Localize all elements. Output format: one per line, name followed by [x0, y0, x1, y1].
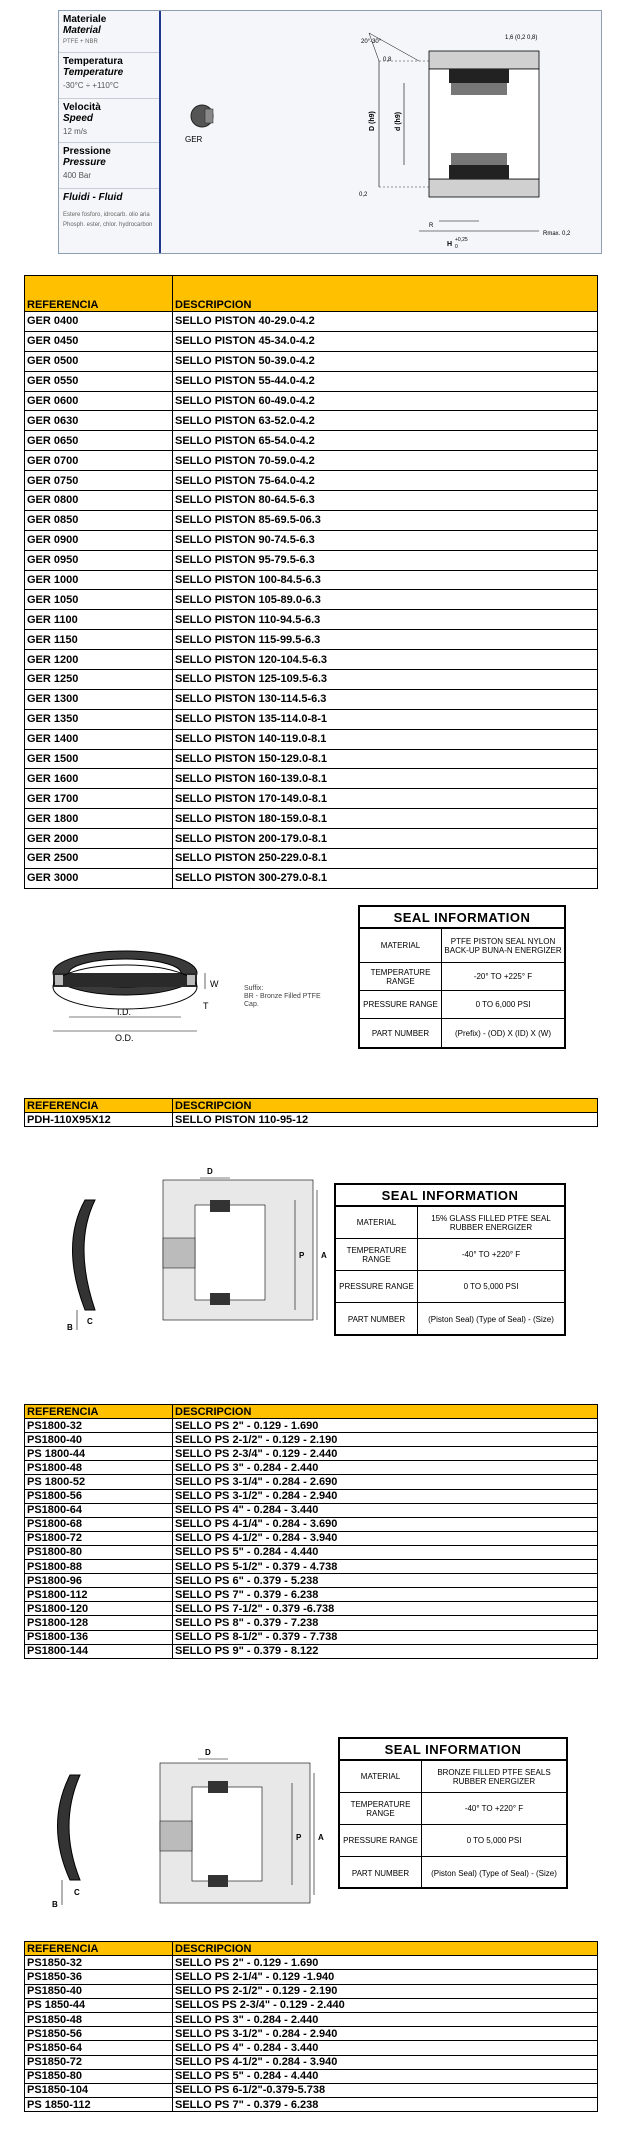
- cell-descripcion: SELLO PISTON 95-79.5-6.3: [173, 550, 598, 570]
- table-row: [25, 510, 598, 530]
- seal2-pressure-key: PRESSURE RANGE: [336, 1271, 418, 1302]
- table-row: [25, 2041, 598, 2055]
- spec-material-value: PTFE + NBR: [63, 39, 98, 45]
- table-row: [25, 670, 598, 690]
- seal3-part-value: (Piston Seal) (Type of Seal) - (Size): [431, 1868, 557, 1878]
- table-row: [25, 829, 598, 849]
- seal2-material-value: 15% GLASS FILLED PTFE SEAL RUBBER ENERGIZER: [431, 1213, 551, 1232]
- cell-descripcion: SELLO PS 6" - 0.379 - 5.238: [173, 1574, 598, 1588]
- cell-descripcion: SELLO PS 7-1/2" - 0.379 -6.738: [173, 1602, 598, 1616]
- spec-column: [59, 11, 161, 253]
- seal1-pressure-key: PRESSURE RANGE: [360, 991, 442, 1018]
- h-label: H: [447, 241, 453, 248]
- table-row: [25, 1475, 598, 1489]
- cell-descripcion: SELLO PS 4-1/2" - 0.284 - 3.940: [173, 1531, 598, 1545]
- table-row: [25, 789, 598, 809]
- seal2-c-label: C: [87, 1317, 93, 1326]
- suffix-text: BR - Bronze Filled PTFE Cap.: [244, 993, 321, 1008]
- cell-descripcion: SELLO PISTON 150-129.0-8.1: [173, 749, 598, 769]
- big-d-label: D (h9): [369, 111, 376, 131]
- cell-referencia: PS1800-32: [25, 1419, 173, 1433]
- cell-descripcion: SELLO PS 2" - 0.129 - 1.690: [173, 1419, 598, 1433]
- spec-speed: [59, 99, 159, 143]
- cell-referencia: GER 0750: [25, 471, 173, 491]
- cell-descripcion: SELLO PS 8" - 0.379 - 7.238: [173, 1616, 598, 1630]
- table-row: [25, 550, 598, 570]
- cell-descripcion: SELLO PS 5-1/2" - 0.379 - 4.738: [173, 1560, 598, 1574]
- seal1-temp-value: -20° TO +225° F: [473, 972, 533, 981]
- spec-speed-label-it: Velocità: [63, 102, 101, 113]
- table-row: [25, 411, 598, 431]
- header-referencia: REFERENCIA: [25, 276, 173, 312]
- cell-referencia: GER 0630: [25, 411, 173, 431]
- cell-referencia: GER 0900: [25, 530, 173, 550]
- spec-fluid-value-it: Estere fosforo, idrocarb. olio aria: [63, 212, 150, 218]
- cell-referencia: GER 0650: [25, 431, 173, 451]
- cell-referencia: GER 1350: [25, 709, 173, 729]
- table-row: [25, 1970, 598, 1984]
- cell-referencia: PS1800-120: [25, 1602, 173, 1616]
- cell-descripcion: SELLO PISTON 300-279.0-8.1: [173, 868, 598, 888]
- cell-descripcion: SELLO PISTON 50-39.0-4.2: [173, 351, 598, 371]
- seal1-row-pressure: [360, 991, 564, 1019]
- cell-descripcion: SELLO PS 4-1/2" - 0.284 - 3.940: [173, 2055, 598, 2069]
- table-pdh-body: [25, 1113, 598, 1127]
- cell-referencia: GER 1150: [25, 630, 173, 650]
- cell-descripcion: SELLO PISTON 80-64.5-6.3: [173, 491, 598, 511]
- cell-descripcion: SELLO PISTON 115-99.5-6.3: [173, 630, 598, 650]
- cell-descripcion: SELLO PISTON 60-49.0-4.2: [173, 391, 598, 411]
- cell-referencia: GER 0800: [25, 491, 173, 511]
- seal-info-3-title: SEAL INFORMATION: [340, 1739, 566, 1761]
- cell-descripcion: SELLO PISTON 200-179.0-8.1: [173, 829, 598, 849]
- spec-temperature-value: -30°C ÷ +110°C: [63, 81, 119, 90]
- cell-descripcion: SELLO PS 4" - 0.284 - 3.440: [173, 1503, 598, 1517]
- seal3-b-label: B: [52, 1900, 58, 1909]
- table-row: [25, 1602, 598, 1616]
- cell-descripcion: SELLO PS 2-3/4" - 0.129 - 2.440: [173, 1447, 598, 1461]
- table-row: [25, 1560, 598, 1574]
- seal-info-1: [358, 905, 566, 1049]
- cell-referencia: PS1800-136: [25, 1630, 173, 1644]
- cell-referencia: PS1850-64: [25, 2041, 173, 2055]
- seal3-a-label: A: [318, 1833, 324, 1842]
- cell-referencia: PS1800-112: [25, 1588, 173, 1602]
- table-row: [25, 1630, 598, 1644]
- table-ps1850-body: [25, 1956, 598, 2112]
- seal3-temp-key: TEMPERATURE RANGE: [340, 1793, 422, 1824]
- seal2-drawing: [55, 1160, 340, 1330]
- table-row: [25, 391, 598, 411]
- cell-descripcion: SELLO PS 2-1/4" - 0.129 -1.940: [173, 1970, 598, 1984]
- spec-material: [59, 11, 159, 53]
- cell-descripcion: SELLO PS 3-1/2" - 0.284 - 2.940: [173, 1489, 598, 1503]
- cell-referencia: GER 1800: [25, 809, 173, 829]
- cell-referencia: GER 0450: [25, 331, 173, 351]
- cell-referencia: PS 1850-112: [25, 2098, 173, 2112]
- spec-pressure-label-en: Pressure: [63, 157, 106, 168]
- seal1-material-value: PTFE PISTON SEAL NYLON BACK-UP BUNA-N ENERGIZER: [444, 936, 562, 955]
- header-referencia: REFERENCIA: [25, 1099, 173, 1113]
- cell-referencia: PS1800-68: [25, 1517, 173, 1531]
- seal3-part-key: PART NUMBER: [340, 1857, 422, 1889]
- seal3-row-pressure: [340, 1825, 566, 1857]
- cell-descripcion: SELLO PISTON 250-229.0-8.1: [173, 849, 598, 869]
- seal3-pressure-key: PRESSURE RANGE: [340, 1825, 422, 1856]
- table-row: [25, 1588, 598, 1602]
- cell-descripcion: SELLO PISTON 65-54.0-4.2: [173, 431, 598, 451]
- table-ps1800: [24, 1404, 598, 1659]
- spec-speed-label-en: Speed: [63, 113, 94, 124]
- seal2-part-key: PART NUMBER: [336, 1303, 418, 1335]
- cell-referencia: PS1850-56: [25, 2027, 173, 2041]
- table-row: [25, 1433, 598, 1447]
- cell-descripcion: SELLO PS 3" - 0.284 - 2.440: [173, 2012, 598, 2026]
- seal-info-1-title: SEAL INFORMATION: [360, 907, 564, 929]
- table-row: [25, 530, 598, 550]
- cell-referencia: PS1800-64: [25, 1503, 173, 1517]
- spec-material-label-en: Material: [63, 25, 101, 36]
- cell-referencia: PS 1850-44: [25, 1998, 173, 2012]
- table-row: [25, 471, 598, 491]
- header-descripcion: DESCRIPCION: [173, 1405, 598, 1419]
- cell-referencia: GER 2500: [25, 849, 173, 869]
- cell-referencia: GER 1500: [25, 749, 173, 769]
- seal2-row-temp: [336, 1239, 564, 1271]
- cell-descripcion: SELLO PS 7" - 0.379 - 6.238: [173, 2098, 598, 2112]
- spec-speed-value: 12 m/s: [63, 127, 88, 136]
- header-referencia: REFERENCIA: [25, 1405, 173, 1419]
- cell-descripcion: SELLO PISTON 135-114.0-8-1: [173, 709, 598, 729]
- seal3-p-label: P: [296, 1833, 302, 1842]
- spec-pressure-value: 400 Bar: [63, 171, 92, 180]
- cell-referencia: PS1850-40: [25, 1984, 173, 1998]
- cell-referencia: PS1800-88: [25, 1560, 173, 1574]
- cell-descripcion: SELLO PISTON 110-94.5-6.3: [173, 610, 598, 630]
- table-row: [25, 2012, 598, 2026]
- table-row: [25, 1531, 598, 1545]
- cell-descripcion: SELLO PISTON 120-104.5-6.3: [173, 650, 598, 670]
- table-row: [25, 1644, 598, 1658]
- cell-descripcion: SELLO PISTON 160-139.0-8.1: [173, 769, 598, 789]
- cell-referencia: PS1800-144: [25, 1644, 173, 1658]
- cell-descripcion: SELLO PISTON 170-149.0-8.1: [173, 789, 598, 809]
- ger-label: GER: [185, 135, 203, 144]
- cell-descripcion: SELLO PISTON 90-74.5-6.3: [173, 530, 598, 550]
- table-ps1850: [24, 1941, 598, 2112]
- table-row: [25, 2055, 598, 2069]
- cell-descripcion: SELLO PS 4-1/4" - 0.284 - 3.690: [173, 1517, 598, 1531]
- cell-descripcion: SELLO PS 3-1/2" - 0.284 - 2.940: [173, 2027, 598, 2041]
- seal1-part-key: PART NUMBER: [360, 1019, 442, 1047]
- cell-descripcion: SELLO PISTON 100-84.5-6.3: [173, 570, 598, 590]
- seal2-d-label: D: [207, 1167, 213, 1176]
- header-descripcion: DESCRIPCION: [173, 1099, 598, 1113]
- table-row: [25, 729, 598, 749]
- seal1-row-temp: [360, 963, 564, 991]
- cell-descripcion: SELLO PS 3" - 0.284 - 2.440: [173, 1461, 598, 1475]
- h-tolerance-lower: 0: [455, 244, 458, 250]
- spec-fluid-label: Fluidi - Fluid: [63, 192, 123, 203]
- r02-label: 0,2: [359, 192, 368, 198]
- cell-descripcion: SELLO PISTON 45-34.0-4.2: [173, 331, 598, 351]
- seal1-row-material: [360, 929, 564, 963]
- seal3-temp-value: -40° TO +220° F: [464, 1804, 524, 1813]
- od-label: O.D.: [115, 1033, 134, 1043]
- cell-descripcion: SELLO PISTON 55-44.0-4.2: [173, 371, 598, 391]
- cell-descripcion: SELLO PISTON 125-109.5-6.3: [173, 670, 598, 690]
- seal2-temp-key: TEMPERATURE RANGE: [336, 1239, 418, 1270]
- seal2-a-label: A: [321, 1251, 327, 1260]
- cell-referencia: PS1800-80: [25, 1545, 173, 1559]
- cell-descripcion: SELLO PISTON 85-69.5-06.3: [173, 510, 598, 530]
- cell-descripcion: SELLOS PS 2-3/4" - 0.129 - 2.440: [173, 1998, 598, 2012]
- cell-referencia: PS1800-72: [25, 1531, 173, 1545]
- seal-info-2-title: SEAL INFORMATION: [336, 1185, 564, 1207]
- seal-info-2: [334, 1183, 566, 1336]
- seal2-part-value: (Piston Seal) (Type of Seal) - (Size): [428, 1314, 554, 1324]
- spec-material-label-it: Materiale: [63, 14, 107, 25]
- cell-referencia: GER 1100: [25, 610, 173, 630]
- table-row: [25, 1545, 598, 1559]
- table-row: [25, 1616, 598, 1630]
- table-row: [25, 1998, 598, 2012]
- cell-descripcion: SELLO PS 3-1/4" - 0.284 - 2.690: [173, 1475, 598, 1489]
- seal2-b-label: B: [67, 1323, 73, 1330]
- header-descripcion: DESCRIPCION: [173, 276, 598, 312]
- groove-drawing: [279, 21, 599, 253]
- seal1-material-key: MATERIAL: [360, 929, 442, 962]
- table-row: [25, 491, 598, 511]
- seal3-pressure-value: 0 TO 5,000 PSI: [466, 1836, 522, 1845]
- cell-referencia: GER 0550: [25, 371, 173, 391]
- seal1-row-part: [360, 1019, 564, 1047]
- cell-descripcion: SELLO PISTON 63-52.0-4.2: [173, 411, 598, 431]
- seal3-d-label: D: [205, 1748, 211, 1757]
- table-row: [25, 1461, 598, 1475]
- cell-descripcion: SELLO PS 7" - 0.379 - 6.238: [173, 1588, 598, 1602]
- cell-descripcion: SELLO PISTON 110-95-12: [173, 1113, 598, 1127]
- seal3-material-key: MATERIAL: [340, 1761, 422, 1792]
- cell-referencia: GER 0700: [25, 451, 173, 471]
- cell-referencia: GER 1200: [25, 650, 173, 670]
- cell-descripcion: SELLO PS 2-1/2" - 0.129 - 2.190: [173, 1433, 598, 1447]
- cell-descripcion: SELLO PISTON 75-64.0-4.2: [173, 471, 598, 491]
- table-row: [25, 2027, 598, 2041]
- table-row: [25, 451, 598, 471]
- suffix-note: [244, 985, 334, 1009]
- table-row: [25, 590, 598, 610]
- cell-descripcion: SELLO PS 9" - 0.379 - 8.122: [173, 1644, 598, 1658]
- table-row: [25, 331, 598, 351]
- table-pdh: [24, 1098, 598, 1127]
- seal2-row-part: [336, 1303, 564, 1335]
- cell-referencia: GER 1700: [25, 789, 173, 809]
- cell-referencia: GER 0850: [25, 510, 173, 530]
- spec-pressure: [59, 143, 159, 189]
- table-row: [25, 749, 598, 769]
- cell-referencia: PS1850-48: [25, 2012, 173, 2026]
- table-row: [25, 689, 598, 709]
- table-row: [25, 351, 598, 371]
- cell-referencia: GER 1400: [25, 729, 173, 749]
- cell-descripcion: SELLO PS 5" - 0.284 - 4.440: [173, 2069, 598, 2083]
- table-row: [25, 1447, 598, 1461]
- cell-referencia: GER 1250: [25, 670, 173, 690]
- seal1-pressure-value: 0 TO 6,000 PSI: [475, 1000, 531, 1009]
- seal2-pressure-value: 0 TO 5,000 PSI: [463, 1282, 519, 1291]
- seal2-p-label: P: [299, 1251, 305, 1260]
- spec-temperature-label-en: Temperature: [63, 67, 124, 78]
- cell-descripcion: SELLO PS 5" - 0.284 - 4.440: [173, 1545, 598, 1559]
- table-row: [25, 630, 598, 650]
- cell-descripcion: SELLO PISTON 180-159.0-8.1: [173, 809, 598, 829]
- cell-descripcion: SELLO PS 8-1/2" - 0.379 - 7.738: [173, 1630, 598, 1644]
- table-row: [25, 849, 598, 869]
- table-row: [25, 570, 598, 590]
- cell-referencia: GER 1600: [25, 769, 173, 789]
- table-row: [25, 1984, 598, 1998]
- table-row: [25, 431, 598, 451]
- seal1-drawing: [45, 945, 225, 1045]
- r08-label: 0,8: [383, 57, 392, 63]
- h-tolerance-upper: +0,25: [455, 237, 468, 243]
- cell-referencia: GER 0500: [25, 351, 173, 371]
- seal3-row-part: [340, 1857, 566, 1889]
- seal3-material-value: BRONZE FILLED PTFE SEALS RUBBER ENERGIZER: [437, 1767, 551, 1786]
- cell-referencia: GER 2000: [25, 829, 173, 849]
- seal2-row-material: [336, 1207, 564, 1239]
- table-row: [25, 1503, 598, 1517]
- cell-referencia: PS 1800-52: [25, 1475, 173, 1489]
- rmax-label: Rmax. 0,2: [543, 231, 571, 237]
- spec-panel: [58, 10, 602, 254]
- table-row: [25, 1489, 598, 1503]
- cell-referencia: PS1800-56: [25, 1489, 173, 1503]
- spec-fluid-value-en: Phosph. ester, chlor. hydrocarbon: [63, 222, 153, 228]
- cell-referencia: PS1850-36: [25, 1970, 173, 1984]
- cell-descripcion: SELLO PS 2" - 0.129 - 1.690: [173, 1956, 598, 1970]
- table-row: [25, 1113, 598, 1127]
- spec-temperature-label-it: Temperatura: [63, 56, 123, 67]
- header-descripcion: DESCRIPCION: [173, 1942, 598, 1956]
- cell-descripcion: SELLO PISTON 105-89.0-6.3: [173, 590, 598, 610]
- table-row: [25, 2083, 598, 2097]
- seal1-temp-key: TEMPERATURE RANGE: [360, 963, 442, 990]
- cell-referencia: GER 0400: [25, 312, 173, 332]
- cell-referencia: GER 1300: [25, 689, 173, 709]
- table-row: [25, 650, 598, 670]
- cell-referencia: GER 0950: [25, 550, 173, 570]
- table-row: [25, 2098, 598, 2112]
- cell-descripcion: SELLO PISTON 70-59.0-4.2: [173, 451, 598, 471]
- seal3-row-temp: [340, 1793, 566, 1825]
- angle-label: 20°-30°: [361, 39, 382, 45]
- table-row: [25, 312, 598, 332]
- seal2-temp-value: -40° TO +220° F: [461, 1250, 521, 1259]
- suffix-label: Suffix:: [244, 985, 264, 992]
- table-row: [25, 809, 598, 829]
- table-row: [25, 868, 598, 888]
- table-ps1800-body: [25, 1419, 598, 1659]
- table-ger: [24, 275, 598, 889]
- cell-referencia: PS1850-72: [25, 2055, 173, 2069]
- table-ger-body: [25, 312, 598, 889]
- cell-descripcion: SELLO PISTON 130-114.5-6.3: [173, 689, 598, 709]
- r-label: R: [429, 223, 434, 229]
- table-row: [25, 1956, 598, 1970]
- spec-pressure-label-it: Pressione: [63, 146, 111, 157]
- cell-descripcion: SELLO PISTON 140-119.0-8.1: [173, 729, 598, 749]
- cell-referencia: PS1850-104: [25, 2083, 173, 2097]
- cell-referencia: GER 1050: [25, 590, 173, 610]
- cell-referencia: PDH-110X95X12: [25, 1113, 173, 1127]
- id-label: I.D.: [117, 1007, 132, 1017]
- cell-descripcion: SELLO PS 4" - 0.284 - 3.440: [173, 2041, 598, 2055]
- spec-fluid: [59, 189, 159, 253]
- table-row: [25, 610, 598, 630]
- cell-descripcion: SELLO PISTON 40-29.0-4.2: [173, 312, 598, 332]
- seal2-material-key: MATERIAL: [336, 1207, 418, 1238]
- table-row: [25, 769, 598, 789]
- cell-referencia: PS1800-128: [25, 1616, 173, 1630]
- w-label: W: [210, 979, 219, 989]
- seal1-part-value: (Prefix) - (OD) X (ID) X (W): [455, 1028, 551, 1038]
- table-row: [25, 1574, 598, 1588]
- cell-descripcion: SELLO PS 6-1/2"-0.379-5.738: [173, 2083, 598, 2097]
- cell-referencia: PS1850-32: [25, 1956, 173, 1970]
- cell-referencia: PS1850-80: [25, 2069, 173, 2083]
- cell-referencia: PS 1800-44: [25, 1447, 173, 1461]
- spec-temperature: [59, 53, 159, 99]
- cell-referencia: GER 3000: [25, 868, 173, 888]
- table-row: [25, 1419, 598, 1433]
- table-row: [25, 371, 598, 391]
- roughness-label: 1,6 (0,2 0,8): [505, 35, 538, 41]
- cell-referencia: PS1800-48: [25, 1461, 173, 1475]
- table-row: [25, 709, 598, 729]
- seal3-c-label: C: [74, 1888, 80, 1897]
- seal-info-3: [338, 1737, 568, 1889]
- header-referencia: REFERENCIA: [25, 1942, 173, 1956]
- t-label: T: [203, 1001, 209, 1011]
- seal2-row-pressure: [336, 1271, 564, 1303]
- small-d-label: d (h9): [395, 111, 402, 131]
- table-row: [25, 2069, 598, 2083]
- table-row: [25, 1517, 598, 1531]
- seal3-drawing: [40, 1745, 335, 1910]
- ger-seal-icon: [189, 103, 215, 129]
- cell-referencia: PS1800-40: [25, 1433, 173, 1447]
- cell-referencia: GER 1000: [25, 570, 173, 590]
- cell-referencia: GER 0600: [25, 391, 173, 411]
- cell-descripcion: SELLO PS 2-1/2" - 0.129 - 2.190: [173, 1984, 598, 1998]
- cell-referencia: PS1800-96: [25, 1574, 173, 1588]
- seal3-row-material: [340, 1761, 566, 1793]
